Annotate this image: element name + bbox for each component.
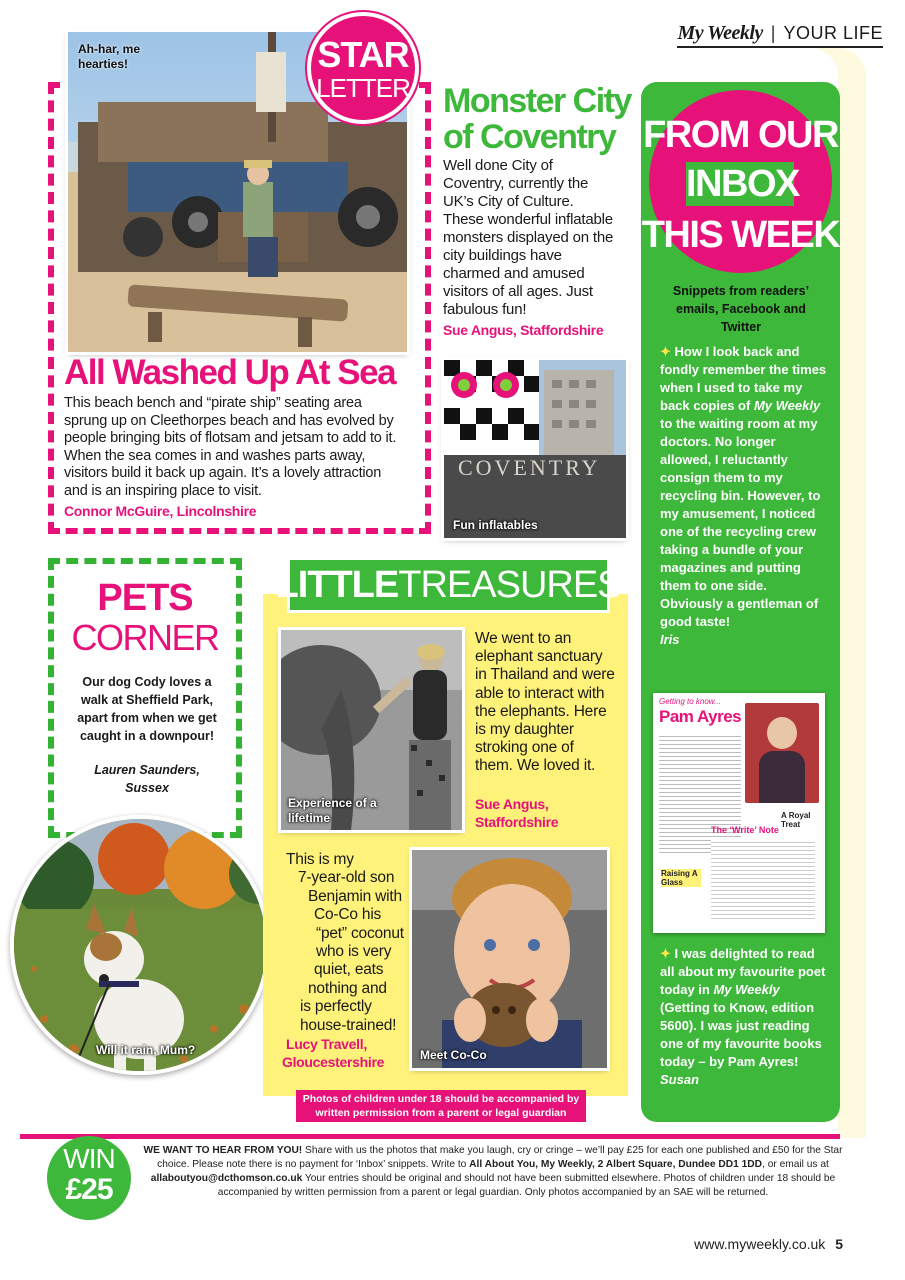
elephant-byline-name: Sue Angus,: [475, 796, 549, 812]
pets-title-line2: CORNER: [71, 617, 219, 658]
coconut-byline-place: Gloucestershire: [282, 1054, 385, 1070]
inbox-item-2-magazine: My Weekly: [713, 982, 780, 997]
coconut-boy-illustration: [412, 850, 607, 1068]
star-letter-badge: [307, 12, 419, 124]
website-url: www.myweekly.co.uk: [694, 1236, 826, 1252]
inbox-item-2-star-icon: ✦: [660, 946, 671, 961]
coconut-line-8: nothing and: [308, 979, 387, 997]
coconut-line-3: Benjamin with: [308, 887, 402, 905]
brand-logo: My Weekly: [677, 21, 763, 44]
win-line2: £25: [65, 1173, 113, 1206]
inbox-intro: Snippets from readers’ emails, Facebook and Twitter: [672, 284, 810, 334]
pam-ayres-clipping: [653, 693, 825, 933]
coventry-sign: COVENTRY: [458, 455, 601, 480]
pets-byline-name: Lauren Saunders,: [94, 763, 200, 777]
coventry-photo-caption: Fun inflatables: [453, 518, 538, 532]
footer-text-1: Share with us the photos that make you laugh, cry or cringe – we’ll pay £25 for each one published and £50 for the Star choice. Please note there is no payment for ‘Inbox’ snippets. Write to: [157, 1145, 843, 1170]
inbox-item-2-text-b: (Getting to Know, edition 5600). I was just reading one of my favourite books today – by Pam Ayres!: [660, 1000, 822, 1069]
coventry-byline: Sue Angus, Staffordshire: [443, 322, 604, 338]
coventry-title-line2: of Coventry: [443, 118, 616, 156]
inbox-title-line2: INBOX: [686, 163, 799, 205]
little-treasures-banner: [275, 560, 622, 610]
inbox-item-2-name: Susan: [660, 1072, 700, 1087]
coconut-line-9: is perfectly: [300, 998, 372, 1016]
inbox-title-line1: FROM OUR: [643, 114, 838, 156]
coconut-line-1: This is my: [286, 851, 354, 868]
coconut-line-6: who is very: [316, 943, 392, 961]
coconut-line-7: quiet, eats: [314, 961, 384, 979]
inbox-item-1-name: Iris: [660, 632, 680, 647]
coconut-photo-caption: Meet Co-Co: [420, 1048, 487, 1062]
coconut-line-10: house-trained!: [300, 1016, 397, 1034]
win-line1: WIN: [63, 1143, 115, 1174]
footer-submission-info: [143, 1144, 843, 1200]
coconut-line-2: 7-year-old son: [298, 869, 395, 887]
inbox-item-2: [660, 945, 830, 1089]
masthead-separator: |: [770, 22, 776, 43]
coconut-body: [282, 851, 412, 1035]
pets-byline-place: Sussex: [125, 781, 169, 795]
star-badge-line1: STAR: [317, 34, 409, 75]
clipping-sub-write: The ‘Write’ Note: [711, 825, 779, 835]
win-badge: [47, 1136, 131, 1220]
section-title: YOUR LIFE: [783, 22, 883, 43]
inbox-item-1-text-a: How I look back and fondly remember the times when I used to take my back copies of: [660, 344, 827, 413]
star-badge-line2: LETTER: [316, 73, 410, 103]
star-letter-title: All Washed Up At Sea: [64, 353, 396, 392]
footer-text-2: , or email us at: [762, 1159, 829, 1170]
footer-divider: [20, 1134, 840, 1139]
coventry-body: Well done City of Coventry, currently the UK’s City of Culture. These wonderful inflatable monsters displayed on the city buildings have charmed and amused visitors of all ages. Just fabulous fun!: [443, 157, 614, 318]
dog-illustration: [14, 819, 270, 1075]
coventry-photo: [444, 360, 626, 538]
page-number: 5: [835, 1236, 843, 1252]
pets-title-line1: PETS: [97, 577, 193, 619]
clipping-portrait: [745, 703, 819, 803]
footer-email: allaboutyou@dcthomson.co.uk: [150, 1173, 303, 1184]
coconut-byline-name: Lucy Travell,: [286, 1036, 367, 1052]
star-letter-byline: Connor McGuire, Lincolnshire: [64, 503, 257, 519]
coventry-title-line1: Monster City: [443, 82, 631, 120]
children-photo-note: Photos of children under 18 should be accompanied by written permission from a parent or legal guardian: [296, 1090, 586, 1122]
dog-photo-caption: Will it rain, Mum?: [96, 1043, 196, 1057]
inbox-item-1-text-b: to the waiting room at my doctors. No longer allowed, I reluctantly consign them to my recycling bin. However, to my amusement, I noticed one of the recycling crew taking a bundle of your magazines and putting them to one side. Obviously a gentleman of good taste!: [660, 416, 821, 629]
clipping-text-lines: [659, 733, 741, 853]
beach-photo-caption: Ah-har, me hearties!: [78, 42, 141, 71]
inbox-item-1-star-icon: ✦: [660, 344, 671, 359]
inbox-title-line3: THIS WEEK: [641, 214, 840, 256]
clipping-kicker: Getting to know...: [659, 697, 721, 706]
footer-text-3: Your entries should be original and should not have been submitted elsewhere. Photos of children under 18 should be accompanied by written permission from a parent or legal guardian. Only photos accompanied by an SAE will be returned.: [217, 1173, 836, 1198]
banner-bold: LITTLE: [275, 563, 399, 606]
clipping-sub-glass: Raising A Glass: [661, 869, 701, 887]
coconut-line-4: Co-Co his: [314, 906, 382, 924]
coconut-boy-photo: [412, 850, 607, 1068]
dog-photo: [10, 815, 270, 1075]
banner-light: TREASURES: [398, 563, 622, 606]
footer-lead: WE WANT TO HEAR FROM YOU!: [143, 1145, 303, 1156]
inbox-item-2-text-a: I was delighted to read all about my favourite poet today in: [660, 946, 826, 997]
elephant-body: We went to an elephant sanctuary in Thailand and were able to interact with the elephants. Here is my daughter stroking one of them. We loved it.: [475, 630, 615, 775]
inbox-item-1: [660, 343, 830, 649]
clipping-title: Pam Ayres: [659, 707, 742, 726]
pets-body: Our dog Cody loves a walk at Sheffield Park, apart from when we get caught in a downpour!: [77, 675, 217, 743]
footer-address: All About You, My Weekly, 2 Albert Square, Dundee DD1 1DD: [469, 1159, 763, 1170]
clipping-sub-royal: A Royal Treat: [781, 811, 811, 829]
page-footer: [694, 1236, 843, 1252]
elephant-photo-caption: Experience of a lifetime: [288, 796, 377, 825]
coventry-illustration: [444, 360, 626, 538]
coconut-line-5: “pet” coconut: [316, 924, 404, 942]
clipping-lower-lines: [711, 839, 815, 919]
star-letter-body: This beach bench and “pirate ship” seating area sprung up on Cleethorpes beach and has evolved by people bringing bits of flotsam and jetsam to add to it. When the sea comes in and washes parts away, visitors build it back up again. It’s a lovely attraction and is an inspiring place to visit.: [64, 395, 397, 499]
elephant-byline-place: Staffordshire: [475, 814, 559, 830]
inbox-item-1-magazine: My Weekly: [753, 398, 821, 413]
masthead: [677, 22, 883, 48]
